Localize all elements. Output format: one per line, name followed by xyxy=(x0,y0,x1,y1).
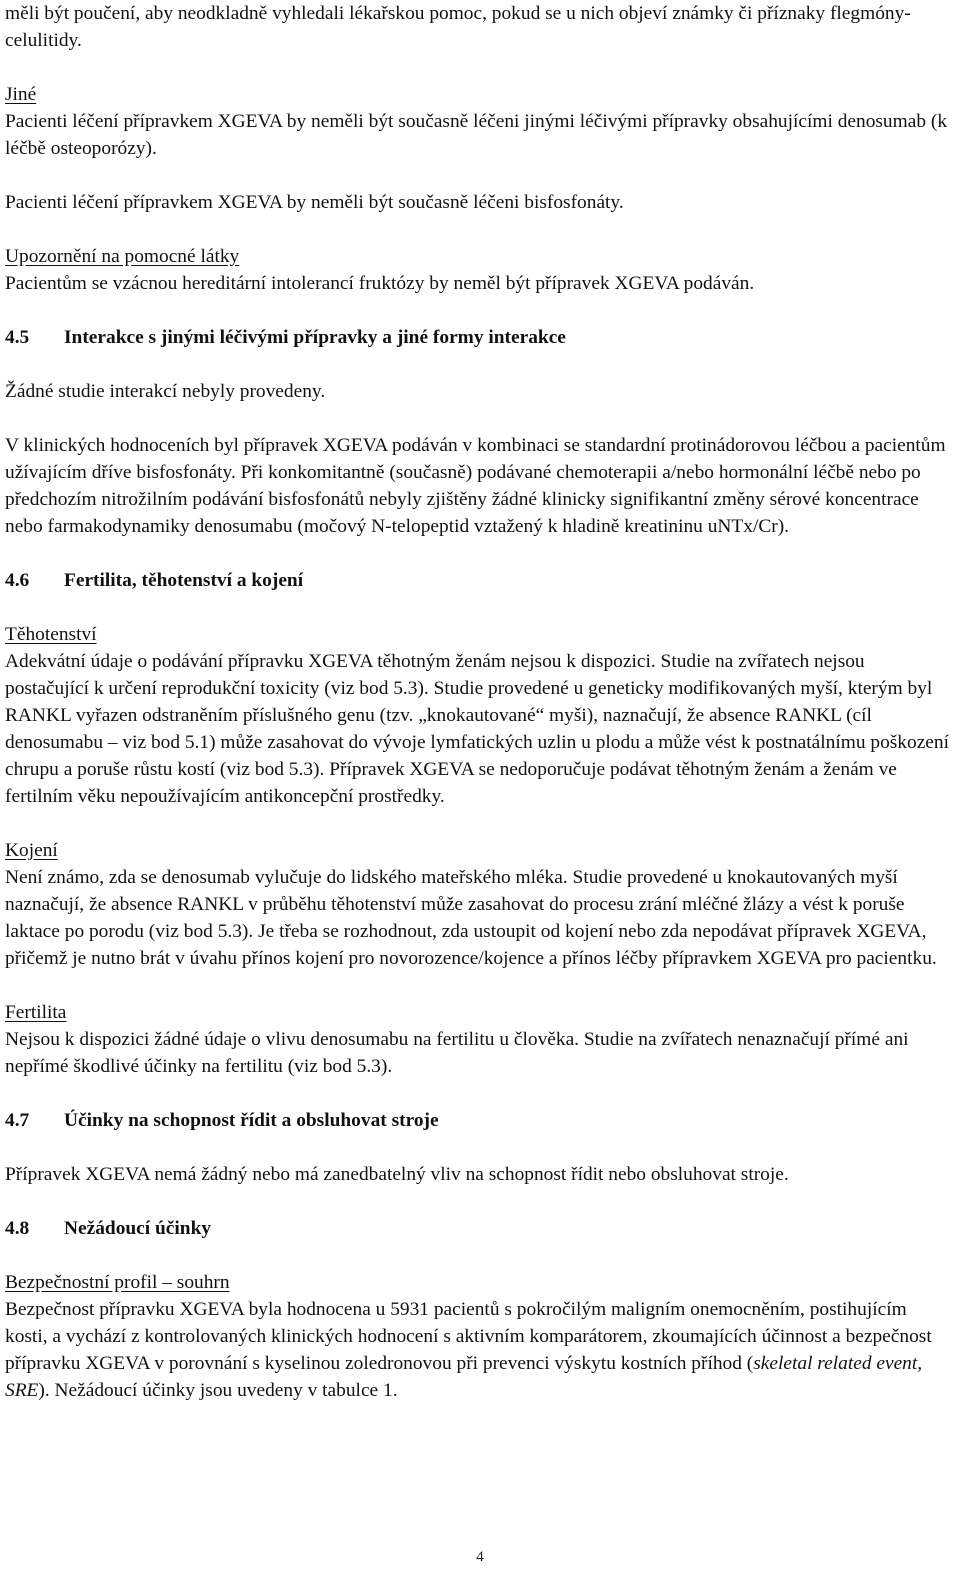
page-number: 4 xyxy=(476,1549,484,1565)
fertilita-section xyxy=(5,999,953,1080)
section-4-5-title: Interakce s jinými léčivými přípravky a jiné formy interakce xyxy=(64,327,566,348)
section-4-8-heading xyxy=(5,1215,953,1242)
section-4-7-title: Účinky na schopnost řídit a obsluhovat stroje xyxy=(64,1110,439,1131)
jine-heading: Jiné xyxy=(5,84,37,105)
intro-paragraph: měli být poučení, aby neodkladně vyhledali lékařskou pomoc, pokud se u nich objeví známky či příznaky flegmóny-celulitidy. xyxy=(5,3,911,51)
jine-paragraph-2: Pacienti léčení přípravkem XGEVA by neměli být současně léčeni bisfosfonáty. xyxy=(5,192,624,213)
jine-paragraph-1: Pacienti léčení přípravkem XGEVA by neměli být současně léčeni jinými léčivými přípravky obsahujícími denosumab (k léčbě osteoporózy). xyxy=(5,111,948,159)
tehotenstvi-heading: Těhotenství xyxy=(5,624,97,645)
section-4-7-heading xyxy=(5,1107,953,1134)
profil-text-start: Bezpečnost přípravku XGEVA byla hodnocena u 5931 pacientů s pokročilým maligním onemocněním, postihujícím kosti, a vychází z kontrolovaných klinických hodnocení s aktivním komparátorem, zkoumajících účinnost a bezpečnost přípravku XGEVA v porovnání s kyselinou zoledronovou při prevenci výskytu kostních příhod ( xyxy=(5,1299,932,1374)
kojeni-section xyxy=(5,837,953,972)
section-4-8-number: 4.8 xyxy=(5,1218,30,1239)
profil-text-end: ). Nežádoucí účinky jsou uvedeny v tabulce 1. xyxy=(38,1380,398,1401)
section-4-5-paragraph-1: Žádné studie interakcí nebyly provedeny. xyxy=(5,381,326,402)
tehotenstvi-paragraph: Adekvátní údaje o podávání přípravku XGEVA těhotným ženám nejsou k dispozici. Studie na zvířatech nejsou postačující k určení reprodukční toxicity (viz bod 5.3). Studie provedené u geneticky modifikovaných myší, kterým byl RANKL vyřazen odstraněním příslušného genu (tzv. „knokautované“ myši), naznačují, že absence RANKL (cíl denosumabu – viz bod 5.1) může zasahovat do vývoje lymfatických uzlin u plodu a může vést k postnatálnímu poškození chrupu a poruše růstu kostí (viz bod 5.3). Přípravek XGEVA se nedoporučuje podávat těhotným ženám a ženám ve fertilním věku nepoužívajícím antikoncepční prostředky. xyxy=(5,651,949,807)
jine-section xyxy=(5,81,953,216)
profil-text-italic: skeletal related event, SRE xyxy=(5,1353,923,1401)
section-4-5-number: 4.5 xyxy=(5,327,30,348)
section-4-6-heading xyxy=(5,567,953,594)
bezpecnostni-profil-paragraph xyxy=(5,1296,953,1404)
document-page xyxy=(5,0,953,1404)
bezpecnostni-profil-section xyxy=(5,1269,953,1404)
section-4-5-heading xyxy=(5,324,953,351)
section-4-7-paragraph: Přípravek XGEVA nemá žádný nebo má zanedbatelný vliv na schopnost řídit nebo obsluhovat stroje. xyxy=(5,1164,789,1185)
pomocne-latky-heading: Upozornění na pomocné látky xyxy=(5,246,240,267)
section-4-6-number: 4.6 xyxy=(5,570,30,591)
pomocne-latky-section xyxy=(5,243,953,297)
section-4-6-title: Fertilita, těhotenství a kojení xyxy=(64,570,304,591)
section-4-8-title: Nežádoucí účinky xyxy=(64,1218,212,1239)
section-4-7-number: 4.7 xyxy=(5,1110,30,1131)
kojeni-paragraph: Není známo, zda se denosumab vylučuje do lidského mateřského mléka. Studie provedené u knokautovaných myší naznačují, že absence RANKL v průběhu těhotenství může zasahovat do procesu zrání mléčné žlázy a vést k poruše laktace po porodu (viz bod 5.3). Je třeba se rozhodnout, zda ustoupit od kojení nebo zda nepodávat přípravek XGEVA, přičemž je nutno brát v úvahu přínos kojení pro novorozence/kojence a přínos léčby přípravkem XGEVA pro pacientku. xyxy=(5,867,937,969)
tehotenstvi-section xyxy=(5,621,953,810)
section-4-5-paragraph-2: V klinických hodnoceních byl přípravek XGEVA podáván v kombinaci se standardní protinádorovou léčbou a pacientům užívajícím dříve bisfosfonáty. Při konkomitantně (současně) podávané chemoterapii a/nebo hormonální léčbě nebo po předchozím nitrožilním podávání bisfosfonátů nebyly zjištěny žádné klinicky signifikantní změny sérové koncentrace nebo farmakodynamiky denosumabu (močový N-telopeptid vztažený k hladině kreatininu uNTx/Cr). xyxy=(5,435,946,537)
fertilita-paragraph: Nejsou k dispozici žádné údaje o vlivu denosumabu na fertilitu u člověka. Studie na zvířatech nenaznačují přímé ani nepřímé škodlivé účinky na fertilitu (viz bod 5.3). xyxy=(5,1029,909,1077)
fertilita-heading: Fertilita xyxy=(5,1002,67,1023)
pomocne-latky-paragraph: Pacientům se vzácnou hereditární intolerancí fruktózy by neměl být přípravek XGEVA podáván. xyxy=(5,273,755,294)
bezpecnostni-profil-heading: Bezpečnostní profil – souhrn xyxy=(5,1272,230,1293)
kojeni-heading: Kojení xyxy=(5,840,58,861)
